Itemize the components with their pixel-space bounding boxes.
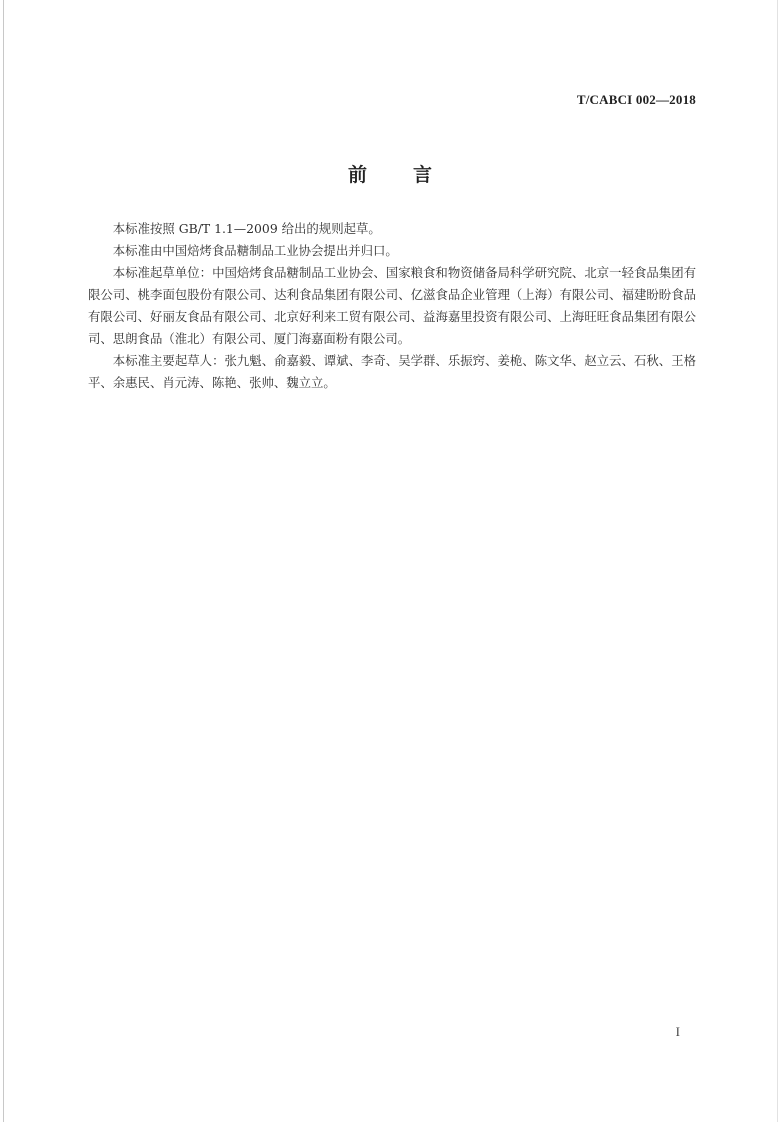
page-number: I [675,1024,680,1039]
foreword-body [88,218,696,394]
page-title [0,160,780,187]
page-title-char-2: 言 [413,164,433,186]
standard-code: T/CABCI 002—2018 [576,92,696,107]
paragraph-proposer: 本标准由中国焙烤食品糖制品工业协会提出并归口。 [112,243,398,258]
paragraph-drafting-units: 本标准起草单位：中国焙烤食品糖制品工业协会、国家粮食和物资储备局科学研究院、北京一轻食品集团有限公司、桃李面包股份有限公司、达利食品集团有限公司、亿滋食品企业管理（上海）有限公司、福建盼盼食品有限公司、好丽友食品有限公司、北京好利来工贸有限公司、益海嘉里投资有限公司、上海旺旺食品集团有限公司、思朗食品（淮北）有限公司、厦门海嘉面粉有限公司。 [88,265,696,346]
paragraph-drafting-rules: 本标准按照 GB/T 1.1—2009 给出的规则起草。 [112,221,381,236]
paragraph-drafters: 本标准主要起草人：张九魁、俞嘉毅、谭斌、李奇、吴学群、乐振窍、姜桅、陈文华、赵立云、石秋、王格平、余惠民、肖元涛、陈艳、张帅、魏立立。 [88,353,696,390]
page-title-char-1: 前 [347,164,367,186]
